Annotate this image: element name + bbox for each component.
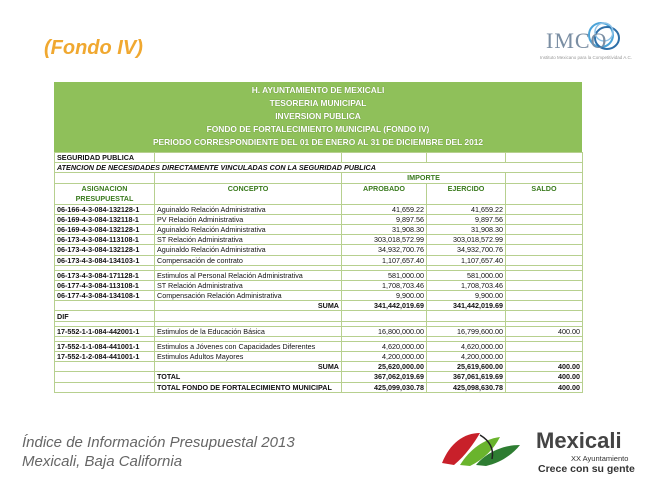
column-header-row (55, 183, 583, 204)
mexicali-logo-title: Mexicali (536, 428, 622, 453)
cell-ejercido: 31,908.30 (427, 224, 506, 234)
table-row (55, 326, 583, 336)
imco-logo-subtitle: Instituto Mexicano para la Competitividad A.C. (539, 55, 633, 60)
section-row (55, 153, 583, 163)
cell-concepto: PV Relación Administrativa (155, 214, 342, 224)
table-row (55, 245, 583, 255)
section-desc-row (55, 163, 583, 173)
cell-code: 17-552-1-2-084-441001-1 (55, 352, 155, 362)
table-row (55, 341, 583, 351)
footer-line-2: Mexicali, Baja California (22, 453, 183, 470)
footer-text (22, 433, 295, 471)
cell-ejercido: 9,897.56 (427, 214, 506, 224)
table-row (55, 224, 583, 234)
cell-ejercido: 581,000.00 (427, 270, 506, 280)
suma-row (55, 301, 583, 311)
suma-aprobado: 25,620,000.00 (342, 362, 427, 372)
total-fondo-row (55, 382, 583, 392)
cell-concepto: Compensación Relación Administrativa (155, 291, 342, 301)
cell-ejercido: 4,200,000.00 (427, 352, 506, 362)
imco-logo-text: IMCO (546, 28, 608, 53)
report-banner (54, 82, 582, 153)
cell-saldo (506, 214, 583, 224)
budget-table (54, 152, 583, 393)
section-title: SEGURIDAD PUBLICA (55, 153, 155, 163)
cell-concepto: ST Relación Administrativa (155, 280, 342, 290)
mexicali-logo-subtitle: XX Ayuntamiento (571, 454, 629, 463)
importe-header: IMPORTE (342, 173, 506, 183)
suma-label: SUMA (155, 362, 342, 372)
total-fondo-saldo: 400.00 (506, 382, 583, 392)
cell-saldo (506, 291, 583, 301)
total-ejercido: 367,061,619.69 (427, 372, 506, 382)
table-row (55, 291, 583, 301)
banner-line-3: INVERSION PUBLICA (275, 111, 361, 121)
cell-concepto: ST Relación Administrativa (155, 235, 342, 245)
cell-code: 06-173-4-3-084-134103-1 (55, 255, 155, 265)
cell-saldo (506, 204, 583, 214)
cell-aprobado: 1,107,657.40 (342, 255, 427, 265)
section-description: ATENCION DE NECESIDADES DIRECTAMENTE VINCULADAS CON LA SEGURIDAD PUBLICA (55, 163, 583, 173)
table-row (55, 204, 583, 214)
cell-code: 06-169-4-3-084-132128-1 (55, 224, 155, 234)
section-title: DIF (55, 311, 155, 321)
cell-ejercido: 303,018,572.99 (427, 235, 506, 245)
banner-line-2: TESORERIA MUNICIPAL (269, 98, 367, 108)
cell-concepto: Estimulos de la Educación Básica (155, 326, 342, 336)
cell-saldo (506, 235, 583, 245)
suma-label: SUMA (155, 301, 342, 311)
cell-code: 17-552-1-1-084-441001-1 (55, 341, 155, 351)
importe-header-row (55, 173, 583, 183)
cell-ejercido: 1,708,703.46 (427, 280, 506, 290)
cell-saldo (506, 270, 583, 280)
table-row (55, 255, 583, 265)
cell-concepto: Aguinaldo Relación Administrativa (155, 245, 342, 255)
col-aprobado-header: APROBADO (342, 183, 427, 204)
col-asignacion-header: ASIGNACION PRESUPUESTAL (55, 183, 155, 204)
cell-ejercido: 34,932,700.76 (427, 245, 506, 255)
cell-ejercido: 9,900.00 (427, 291, 506, 301)
cell-concepto: Estimulos Adultos Mayores (155, 352, 342, 362)
cell-ejercido: 4,620,000.00 (427, 341, 506, 351)
cell-saldo (506, 224, 583, 234)
cell-code: 06-169-4-3-084-132118-1 (55, 214, 155, 224)
cell-aprobado: 581,000.00 (342, 270, 427, 280)
mexicali-logo-slogan: Crece con su gente (538, 463, 635, 475)
suma-saldo: 400.00 (506, 362, 583, 372)
cell-code: 17-552-1-1-084-442001-1 (55, 326, 155, 336)
footer-line-1: Índice de Información Presupuestal 2013 (22, 434, 295, 451)
cell-saldo: 400.00 (506, 326, 583, 336)
cell-saldo (506, 245, 583, 255)
total-aprobado: 367,062,019.69 (342, 372, 427, 382)
total-fondo-aprobado: 425,099,030.78 (342, 382, 427, 392)
cell-aprobado: 4,620,000.00 (342, 341, 427, 351)
cell-aprobado: 9,900.00 (342, 291, 427, 301)
cell-aprobado: 4,200,000.00 (342, 352, 427, 362)
cell-aprobado: 16,800,000.00 (342, 326, 427, 336)
cell-aprobado: 34,932,700.76 (342, 245, 427, 255)
table-row (55, 270, 583, 280)
suma-saldo (506, 301, 583, 311)
cell-ejercido: 41,659.22 (427, 204, 506, 214)
table-row (55, 352, 583, 362)
table-row (55, 235, 583, 245)
cell-aprobado: 1,708,703.46 (342, 280, 427, 290)
suma-aprobado: 341,442,019.69 (342, 301, 427, 311)
total-row (55, 372, 583, 382)
cell-aprobado: 9,897.56 (342, 214, 427, 224)
cell-ejercido: 16,799,600.00 (427, 326, 506, 336)
cell-code: 06-173-4-3-084-132128-1 (55, 245, 155, 255)
table-row (55, 280, 583, 290)
cell-concepto: Aguinaldo Relación Administrativa (155, 224, 342, 234)
cell-concepto: Estimulos al Personal Relación Administrativa (155, 270, 342, 280)
cell-aprobado: 303,018,572.99 (342, 235, 427, 245)
banner-line-5: PERIODO CORRESPONDIENTE DEL 01 DE ENERO AL 31 DE DICIEMBRE DEL 2012 (152, 137, 484, 147)
suma-row (55, 362, 583, 372)
mexicali-leaf-icon (440, 429, 535, 467)
cell-saldo (506, 280, 583, 290)
cell-saldo (506, 255, 583, 265)
cell-code: 06-177-4-3-084-113108-1 (55, 280, 155, 290)
cell-concepto: Compensación de contrato (155, 255, 342, 265)
cell-code: 06-173-4-3-084-171128-1 (55, 270, 155, 280)
cell-saldo (506, 352, 583, 362)
total-saldo: 400.00 (506, 372, 583, 382)
cell-saldo (506, 341, 583, 351)
col-ejercido-header: EJERCIDO (427, 183, 506, 204)
total-label: TOTAL (155, 372, 342, 382)
cell-code: 06-173-4-3-084-113108-1 (55, 235, 155, 245)
cell-code: 06-166-4-3-084-132128-1 (55, 204, 155, 214)
total-fondo-ejercido: 425,098,630.78 (427, 382, 506, 392)
cell-concepto: Estimulos a Jóvenes con Capacidades Diferentes (155, 341, 342, 351)
col-concepto-header: CONCEPTO (155, 183, 342, 204)
suma-ejercido: 25,619,600.00 (427, 362, 506, 372)
banner-line-4: FONDO DE FORTALECIMIENTO MUNICIPAL (FONDO IV) (206, 124, 430, 134)
fondo-title: (Fondo IV) (44, 37, 143, 59)
col-saldo-header: SALDO (506, 183, 583, 204)
cell-ejercido: 1,107,657.40 (427, 255, 506, 265)
banner-line-1: H. AYUNTAMIENTO DE MEXICALI (251, 85, 385, 95)
total-fondo-label: TOTAL FONDO DE FORTALECIMIENTO MUNICIPAL (155, 382, 342, 392)
cell-code: 06-177-4-3-084-134108-1 (55, 291, 155, 301)
cell-aprobado: 41,659.22 (342, 204, 427, 214)
cell-concepto: Aguinaldo Relación Administrativa (155, 204, 342, 214)
cell-aprobado: 31,908.30 (342, 224, 427, 234)
table-row (55, 214, 583, 224)
section-row (55, 311, 583, 321)
suma-ejercido: 341,442,019.69 (427, 301, 506, 311)
